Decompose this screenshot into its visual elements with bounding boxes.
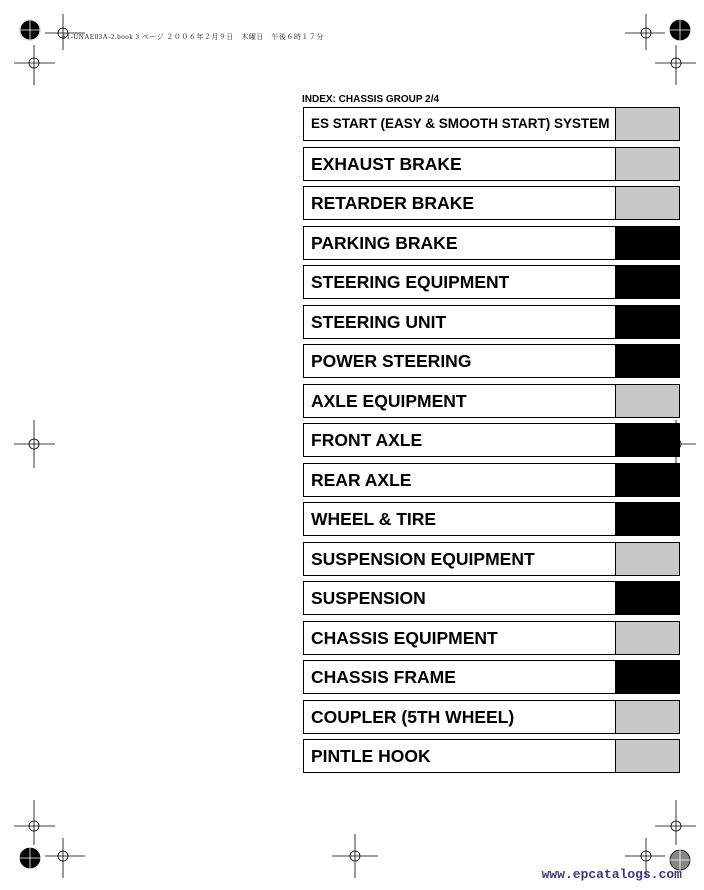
index-item-tab-marker [615, 148, 679, 180]
index-item-tab-marker [615, 701, 679, 733]
index-item-label: PARKING BRAKE [311, 232, 458, 253]
index-item-tab-marker [615, 227, 679, 259]
index-item[interactable] [303, 147, 680, 181]
index-item-label: ES START (EASY & SMOOTH START) SYSTEM [311, 116, 610, 131]
index-item-tab-marker [615, 187, 679, 219]
index-title: INDEX: CHASSIS GROUP 2/4 [302, 94, 440, 105]
index-item[interactable] [303, 265, 680, 299]
index-item[interactable] [303, 463, 680, 497]
index-item-label: CHASSIS FRAME [311, 667, 456, 687]
index-item[interactable] [303, 542, 680, 576]
index-item[interactable] [303, 423, 680, 457]
index-item-tab-marker [615, 740, 679, 772]
crop-mark-left-icon [14, 420, 55, 468]
index-item-label: COUPLER (5TH WHEEL) [311, 706, 515, 727]
index-item-label: STEERING EQUIPMENT [311, 272, 510, 292]
index-item-tab-marker [615, 345, 679, 377]
index-item-label: RETARDER BRAKE [311, 193, 475, 213]
crop-mark-bottom-left-icon [14, 800, 85, 878]
index-item[interactable] [303, 739, 680, 773]
index-item[interactable] [303, 700, 680, 734]
index-item-tab-marker [615, 424, 679, 456]
watermark: www.epcatalogs.com [541, 867, 682, 882]
index-item-label: WHEEL & TIRE [311, 509, 437, 529]
index-item-tab-marker [615, 582, 679, 614]
index-item-label: REAR AXLE [311, 469, 412, 490]
index-item-label: AXLE EQUIPMENT [311, 390, 467, 411]
index-item-tab-marker [615, 108, 679, 140]
index-item-tab-marker [615, 385, 679, 417]
crop-mark-top-right-icon [625, 14, 696, 85]
index-item[interactable] [303, 384, 680, 418]
index-item-label: SUSPENSION EQUIPMENT [311, 548, 535, 569]
index-item-label: POWER STEERING [311, 351, 472, 371]
index-item-label: FRONT AXLE [311, 430, 423, 450]
index-item[interactable] [303, 186, 680, 220]
index-item-tab-marker [615, 543, 679, 575]
index-item[interactable] [303, 621, 680, 655]
index-item-tab-marker [615, 503, 679, 535]
chassis-index-list [303, 107, 680, 779]
index-item[interactable] [303, 107, 680, 141]
index-item[interactable] [303, 581, 680, 615]
index-item-tab-marker [615, 622, 679, 654]
crop-mark-top-left-icon [14, 14, 85, 85]
index-item[interactable] [303, 226, 680, 260]
index-item[interactable] [303, 344, 680, 378]
index-item-tab-marker [615, 464, 679, 496]
index-item-tab-marker [615, 266, 679, 298]
print-header: S1-UNAE03A-2.book 3 ページ ２００６年２月９日 木曜日 午後６時１７分 [62, 33, 324, 41]
index-item[interactable] [303, 660, 680, 694]
index-item-label: SUSPENSION [311, 588, 426, 608]
index-item-label: STEERING UNIT [311, 311, 447, 332]
index-item-label: PINTLE HOOK [311, 746, 431, 766]
crop-mark-bottom-center-icon [332, 834, 378, 878]
index-item-tab-marker [615, 661, 679, 693]
index-item-label: CHASSIS EQUIPMENT [311, 627, 498, 648]
index-item[interactable] [303, 502, 680, 536]
index-item-label: EXHAUST BRAKE [311, 153, 462, 174]
index-item-tab-marker [615, 306, 679, 338]
index-item[interactable] [303, 305, 680, 339]
